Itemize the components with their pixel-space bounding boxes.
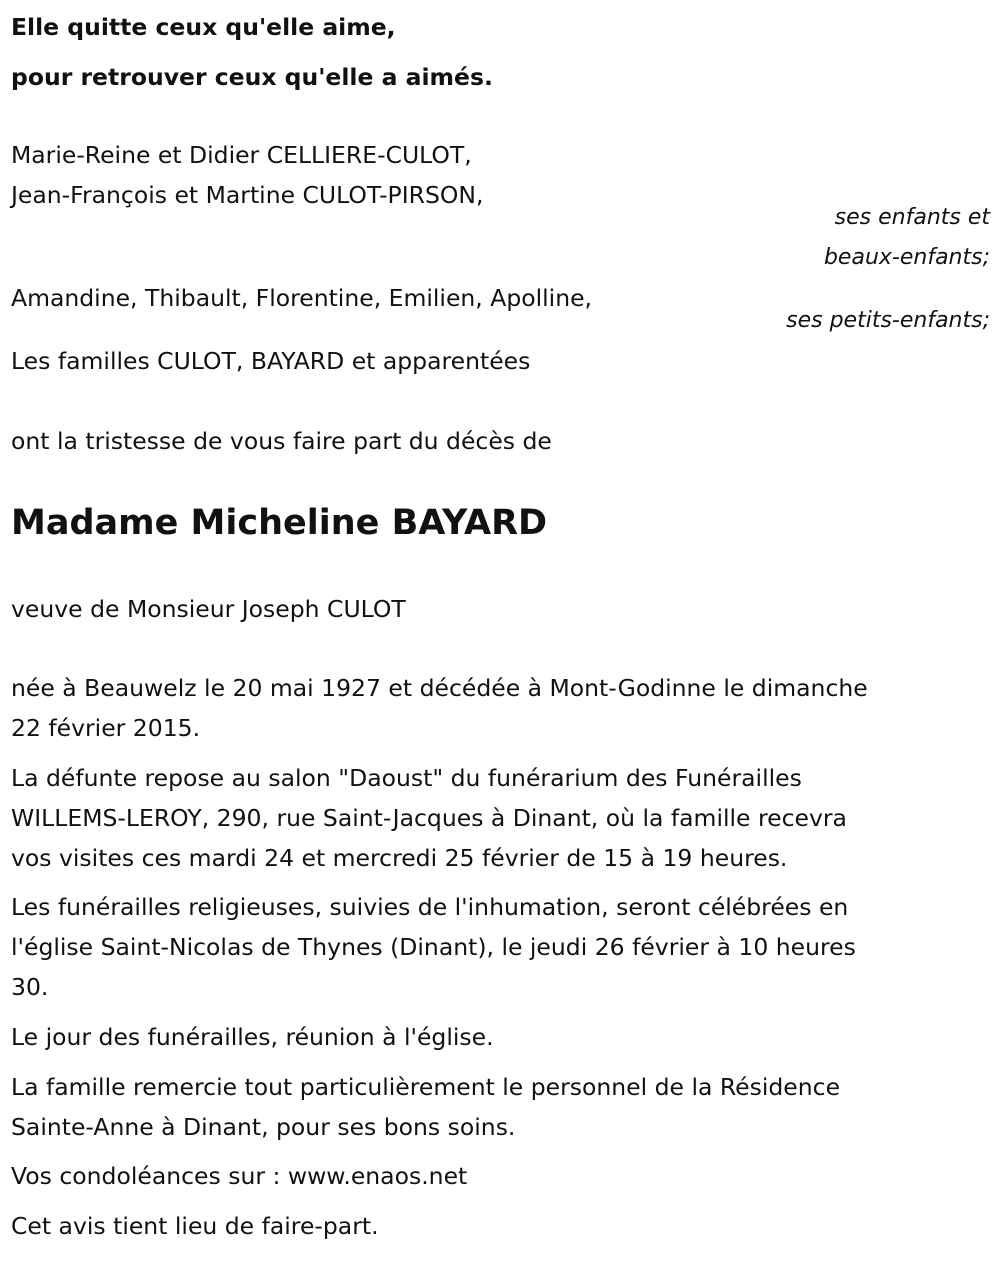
grandchildren-role: ses petits-enfants;: [786, 308, 990, 333]
meeting-line: Le jour des funérailles, réunion à l'église.: [11, 1023, 494, 1051]
birth-death-line-1: née à Beauwelz le 20 mai 1927 et décédée à Mont-Godinne le dimanche: [11, 674, 868, 702]
epigraph-line-1: Elle quitte ceux qu'elle aime,: [11, 13, 396, 41]
children-line-2: Jean-François et Martine CULOT-PIRSON,: [11, 181, 484, 209]
repose-line-1: La défunte repose au salon "Daoust" du funérarium des Funérailles: [11, 764, 802, 792]
repose-line-3: vos visites ces mardi 24 et mercredi 25 février de 15 à 19 heures.: [11, 844, 788, 872]
thanks-paragraph: [11, 1067, 986, 1147]
repose-line-2: WILLEMS-LEROY, 290, rue Saint-Jacques à Dinant, où la famille recevra: [11, 804, 847, 832]
deceased-name: Madame Micheline BAYARD: [11, 503, 548, 543]
birth-death-line-2: 22 février 2015.: [11, 714, 201, 742]
birth-death-paragraph: [11, 668, 986, 748]
children-role-line-1: ses enfants et: [834, 205, 990, 230]
condolences-line: Vos condoléances sur : www.enaos.net: [11, 1162, 468, 1190]
thanks-line-1: La famille remercie tout particulièrement le personnel de la Résidence: [11, 1073, 841, 1101]
grandchildren-names: Amandine, Thibault, Florentine, Emilien, Apolline,: [11, 284, 593, 312]
repose-paragraph: [11, 758, 986, 878]
notice-line: Cet avis tient lieu de faire-part.: [11, 1212, 379, 1240]
families-line: Les familles CULOT, BAYARD et apparentées: [11, 347, 531, 375]
announcement-line: ont la tristesse de vous faire part du décès de: [11, 427, 552, 455]
ceremony-line-1: Les funérailles religieuses, suivies de l'inhumation, seront célébrées en: [11, 893, 849, 921]
ceremony-line-2: l'église Saint-Nicolas de Thynes (Dinant), le jeudi 26 février à 10 heures: [11, 933, 856, 961]
ceremony-paragraph: [11, 887, 986, 1007]
children-line-1: Marie-Reine et Didier CELLIERE-CULOT,: [11, 141, 472, 169]
widow-of-line: veuve de Monsieur Joseph CULOT: [11, 595, 406, 623]
epigraph-line-2: pour retrouver ceux qu'elle a aimés.: [11, 63, 493, 91]
thanks-line-2: Sainte-Anne à Dinant, pour ses bons soins.: [11, 1113, 516, 1141]
children-role-line-2: beaux-enfants;: [823, 245, 990, 270]
ceremony-line-3: 30.: [11, 973, 49, 1001]
